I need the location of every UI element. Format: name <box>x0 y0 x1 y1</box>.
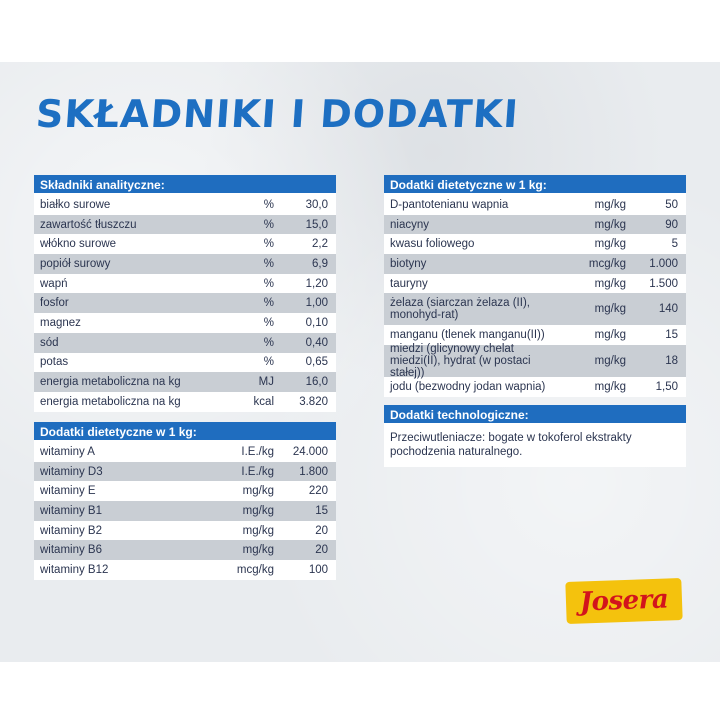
analytic-rows <box>34 195 336 412</box>
table-row <box>34 274 336 294</box>
cell-name: witaminy B12 <box>40 563 109 576</box>
cell-value: 50 <box>665 198 678 211</box>
cell-name: biotyny <box>390 257 427 270</box>
cell-name: magnez <box>40 316 81 329</box>
cell-unit: % <box>263 198 274 211</box>
table-row <box>34 540 336 560</box>
vitamins-header: Dodatki dietetyczne w 1 kg: <box>34 422 336 442</box>
vitamins-table <box>34 422 336 580</box>
cell-value: 16,0 <box>305 376 328 389</box>
table-row <box>34 392 336 412</box>
cell-unit: % <box>263 277 274 290</box>
cell-unit: mcg/kg <box>236 563 274 576</box>
cell-unit: mg/kg <box>594 355 626 368</box>
cell-value: 5 <box>671 238 678 251</box>
cell-unit: mg/kg <box>594 380 626 393</box>
dietary-additives-rows <box>384 195 686 397</box>
table-row <box>384 234 686 254</box>
cell-unit: mg/kg <box>594 238 626 251</box>
dietary-additives-table <box>384 175 686 397</box>
table-row <box>384 254 686 274</box>
cell-value: 20 <box>315 544 328 557</box>
cell-value: 20 <box>315 524 328 537</box>
table-row <box>34 195 336 215</box>
cell-value: 15 <box>315 504 328 517</box>
cell-name: potas <box>40 356 69 369</box>
cell-name: witaminy B2 <box>40 524 102 537</box>
cell-name: żelaza (siarczan żelaza (II), monohyd-rat) <box>390 297 530 322</box>
cell-unit: mcg/kg <box>588 257 626 270</box>
cell-value: 0,10 <box>305 316 328 329</box>
table-row <box>34 234 336 254</box>
table-row <box>384 195 686 215</box>
technological-additives-table <box>384 405 686 467</box>
cell-unit: % <box>263 336 274 349</box>
cell-name: włókno surowe <box>40 238 117 251</box>
cell-value: 0,40 <box>305 336 328 349</box>
cell-name: witaminy B1 <box>40 504 102 517</box>
cell-name: sód <box>40 336 59 349</box>
cell-value: 18 <box>665 355 678 368</box>
table-row <box>34 353 336 373</box>
cell-name: zawartość tłuszczu <box>40 218 137 231</box>
cell-unit: % <box>263 297 274 310</box>
cell-name: witaminy B6 <box>40 544 102 557</box>
table-row <box>34 215 336 235</box>
table-row <box>384 293 686 325</box>
cell-unit: mg/kg <box>594 303 626 316</box>
dietary-additives-header: Dodatki dietetyczne w 1 kg: <box>384 175 686 195</box>
logo-text: Josera <box>579 584 669 618</box>
page-title: SKŁADNIKI I DODATKI <box>34 92 521 136</box>
analytic-components-header: Składniki analityczne: <box>34 175 336 195</box>
cell-unit: % <box>263 356 274 369</box>
cell-value: 220 <box>308 485 328 498</box>
technological-additives-text: Przeciwutleniacze: bogate w tokoferol ekstrakty pochodzenia naturalnego. <box>390 432 632 458</box>
table-row <box>384 343 686 380</box>
cell-value: 140 <box>658 303 678 316</box>
analytic-components-table <box>34 175 336 412</box>
cell-name: energia metaboliczna na kg <box>40 376 181 389</box>
table-row <box>34 293 336 313</box>
cell-value: 90 <box>665 218 678 231</box>
table-row <box>34 462 336 482</box>
cell-value: 1,00 <box>305 297 328 310</box>
table-row <box>384 215 686 235</box>
technological-additives-header: Dodatki technologiczne: <box>384 405 686 425</box>
cell-name: witaminy E <box>40 485 96 498</box>
cell-unit: % <box>263 316 274 329</box>
cell-value: 30,0 <box>305 198 328 211</box>
cell-unit: mg/kg <box>242 544 274 557</box>
cell-name: miedzi (glicynowy chelat miedzi(II), hydrat (w postaci stałej)) <box>390 343 531 380</box>
table-row <box>34 372 336 392</box>
table-row <box>34 333 336 353</box>
table-row <box>384 274 686 294</box>
cell-name: jodu (bezwodny jodan wapnia) <box>390 380 546 393</box>
cell-unit: mg/kg <box>594 198 626 211</box>
cell-value: 1,20 <box>305 277 328 290</box>
cell-value: 3.820 <box>299 395 328 408</box>
cell-unit: % <box>263 238 274 251</box>
cell-unit: mg/kg <box>242 485 274 498</box>
cell-name: tauryny <box>390 277 428 290</box>
cell-name: kwasu foliowego <box>390 238 475 251</box>
cell-value: 1,50 <box>655 380 678 393</box>
cell-value: 2,2 <box>312 238 328 251</box>
cell-name: witaminy D3 <box>40 465 103 478</box>
cell-unit: kcal <box>253 395 274 408</box>
cell-name: białko surowe <box>40 198 111 211</box>
cell-value: 0,65 <box>305 356 328 369</box>
cell-value: 15 <box>665 329 678 342</box>
cell-name: popiół surowy <box>40 257 111 270</box>
cell-unit: mg/kg <box>594 218 626 231</box>
cell-name: manganu (tlenek manganu(II)) <box>390 329 545 342</box>
table-row <box>34 313 336 333</box>
cell-name: energia metaboliczna na kg <box>40 395 181 408</box>
table-row <box>34 254 336 274</box>
cell-unit: % <box>263 257 274 270</box>
cell-name: niacyny <box>390 218 429 231</box>
table-row <box>384 377 686 397</box>
table-row <box>34 501 336 521</box>
cell-unit: mg/kg <box>594 277 626 290</box>
table-row <box>34 481 336 501</box>
cell-unit: MJ <box>258 376 274 389</box>
cell-name: wapń <box>40 277 68 290</box>
table-row <box>34 442 336 462</box>
cell-name: D-pantotenianu wapnia <box>390 198 509 211</box>
cell-value: 1.000 <box>649 257 678 270</box>
cell-unit: mg/kg <box>594 329 626 342</box>
vitamins-rows <box>34 442 336 580</box>
cell-value: 15,0 <box>305 218 328 231</box>
cell-unit: mg/kg <box>242 504 274 517</box>
cell-value: 100 <box>308 563 328 576</box>
cell-name: fosfor <box>40 297 69 310</box>
cell-unit: % <box>263 218 274 231</box>
cell-value: 24.000 <box>292 445 328 458</box>
josera-logo <box>565 578 682 624</box>
cell-value: 1.800 <box>299 465 328 478</box>
cell-value: 6,9 <box>312 257 328 270</box>
cell-unit: mg/kg <box>242 524 274 537</box>
cell-name: witaminy A <box>40 445 95 458</box>
cell-unit: I.E./kg <box>241 465 274 478</box>
table-row <box>34 560 336 580</box>
cell-value: 1.500 <box>649 277 678 290</box>
cell-unit: I.E./kg <box>241 445 274 458</box>
table-row <box>34 521 336 541</box>
